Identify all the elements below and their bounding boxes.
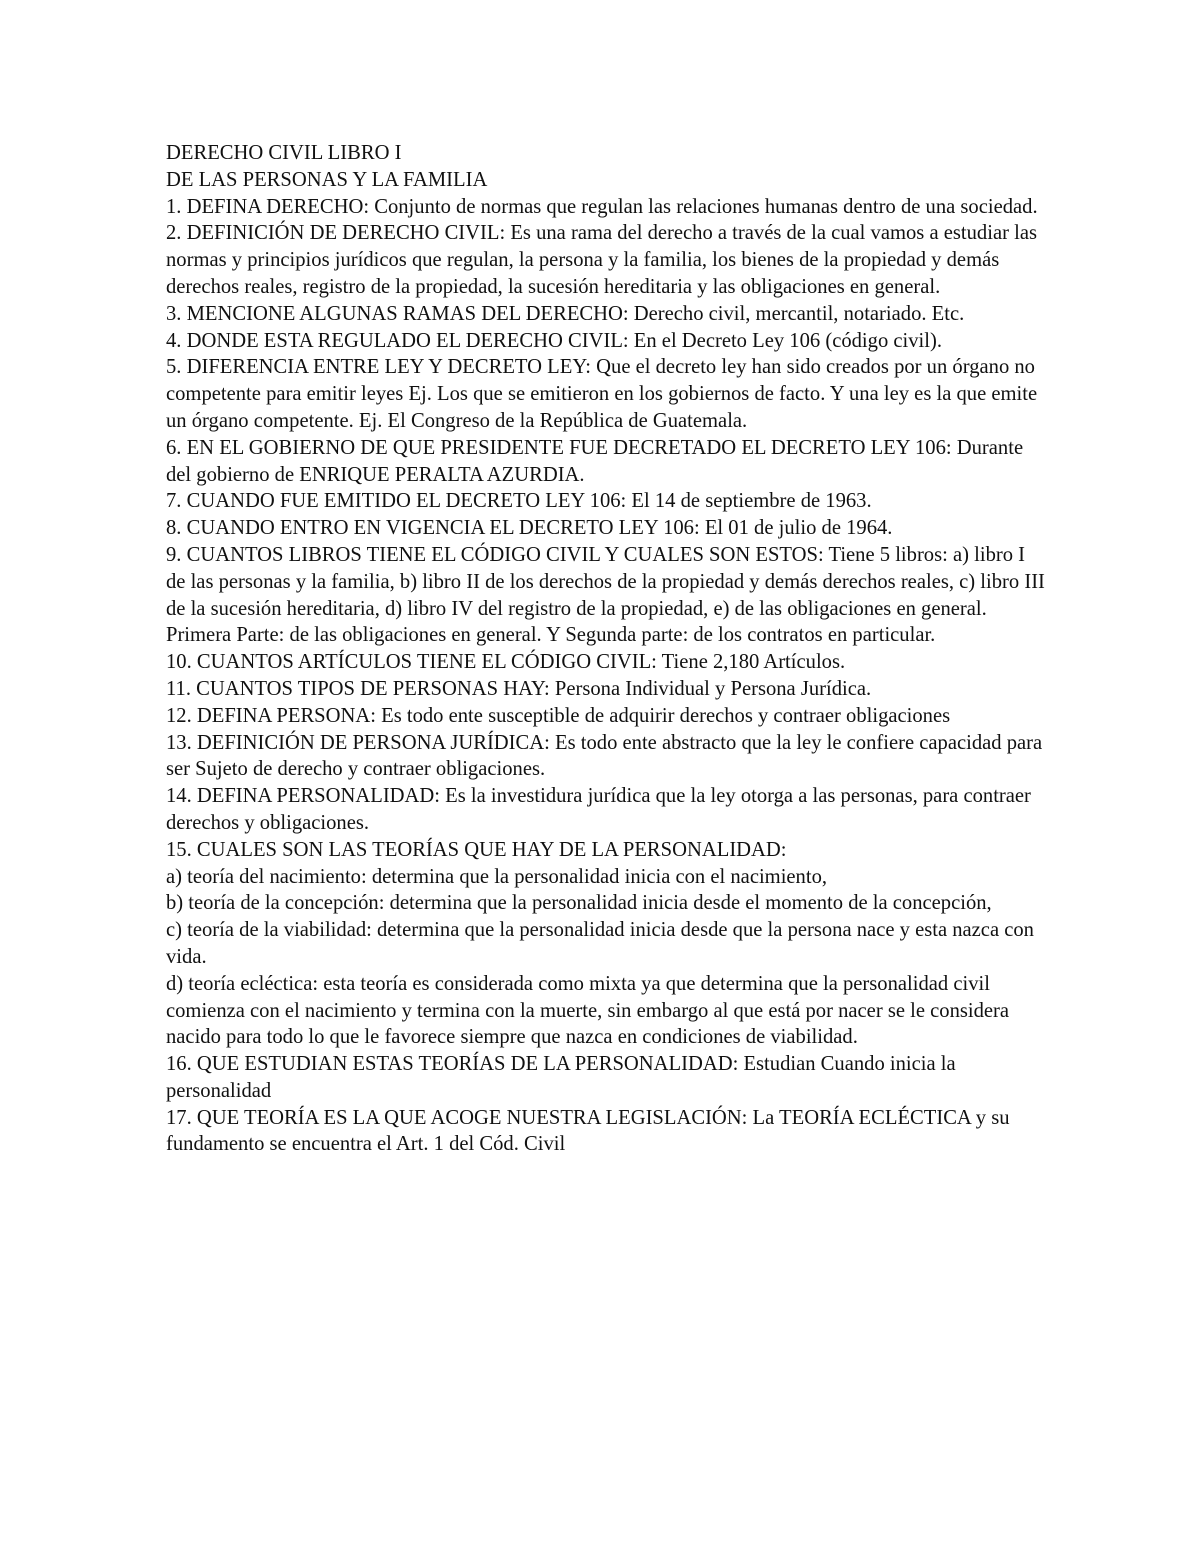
- paragraph-8: 8. CUANDO ENTRO EN VIGENCIA EL DECRETO LEY 106: El 01 de julio de 1964.: [166, 517, 893, 540]
- document-subtitle: DE LAS PERSONAS Y LA FAMILIA: [166, 168, 488, 191]
- paragraph-5: 5. DIFERENCIA ENTRE LEY Y DECRETO LEY: Que el decreto ley han sido creados por un órgano no competente para emitir leyes Ej. Los que se emitieron en los gobiernos de facto. Y una ley es la que emite un órgano competente. Ej. El Congreso de la República de Guatemala.: [166, 356, 1038, 432]
- paragraph-6: 6. EN EL GOBIERNO DE QUE PRESIDENTE FUE DECRETADO EL DECRETO LEY 106: Durante del gobierno de ENRIQUE PERALTA AZURDIA.: [166, 436, 1024, 486]
- document-title: DERECHO CIVIL LIBRO I: [166, 142, 402, 164]
- paragraph-9: 9. CUANTOS LIBROS TIENE EL CÓDIGO CIVIL Y CUALES SON ESTOS: Tiene 5 libros: a) libro I de las personas y la familia, b) libro II de los derechos de la propiedad y demás derechos reales, c) libro III de la sucesión hereditaria, d) libro IV del registro de la propiedad, e) de las obligaciones en general. Primera Parte: de las obligaciones en general. Y Segunda parte: de los contratos en particular.: [166, 543, 1045, 647]
- paragraph-4: 4. DONDE ESTA REGULADO EL DERECHO CIVIL: En el Decreto Ley 106 (código civil).: [166, 329, 942, 352]
- paragraph-7: 7. CUANDO FUE EMITIDO EL DECRETO LEY 106: El 14 de septiembre de 1963.: [166, 490, 872, 513]
- paragraph-1: 1. DEFINA DERECHO: Conjunto de normas que regulan las relaciones humanas dentro de una sociedad.: [166, 195, 1038, 218]
- paragraph-13: 13. DEFINICIÓN DE PERSONA JURÍDICA: Es todo ente abstracto que la ley le confiere capacidad para ser Sujeto de derecho y contraer obligaciones.: [166, 731, 1043, 781]
- theory-b: b) teoría de la concepción: determina que la personalidad inicia desde el momento de la concepción,: [166, 892, 992, 915]
- paragraph-15: 15. CUALES SON LAS TEORÍAS QUE HAY DE LA PERSONALIDAD:: [166, 838, 787, 861]
- paragraph-3: 3. MENCIONE ALGUNAS RAMAS DEL DERECHO: Derecho civil, mercantil, notariado. Etc.: [166, 302, 965, 325]
- theory-c: c) teoría de la viabilidad: determina que la personalidad inicia desde que la persona nace y esta nazca con vida.: [166, 919, 1034, 968]
- paragraph-14: 14. DEFINA PERSONALIDAD: Es la investidura jurídica que la ley otorga a las personas, para contraer derechos y obligaciones.: [166, 785, 1031, 834]
- document-body: [166, 140, 1046, 1158]
- paragraph-11: 11. CUANTOS TIPOS DE PERSONAS HAY: Persona Individual y Persona Jurídica.: [166, 677, 872, 700]
- theory-a: a) teoría del nacimiento: determina que la personalidad inicia con el nacimiento,: [166, 865, 828, 888]
- theory-d: d) teoría ecléctica: esta teoría es considerada como mixta ya que determina que la personalidad civil comienza con el nacimiento y termina con la muerte, sin embargo al que está por nacer se le considera nacido para todo lo que le favorece siempre que nazca en condiciones de viabilidad.: [166, 972, 1010, 1049]
- paragraph-10: 10. CUANTOS ARTÍCULOS TIENE EL CÓDIGO CIVIL: Tiene 2,180 Artículos.: [166, 651, 846, 674]
- paragraph-17: 17. QUE TEORÍA ES LA QUE ACOGE NUESTRA LEGISLACIÓN: La TEORÍA ECLÉCTICA y su fundamento se encuentra el Art. 1 del Cód. Civil: [166, 1106, 1010, 1156]
- paragraph-2: 2. DEFINICIÓN DE DERECHO CIVIL: Es una rama del derecho a través de la cual vamos a estudiar las normas y principios jurídicos que regulan, la persona y la familia, los bienes de la propiedad y demás derechos reales, registro de la propiedad, la sucesión hereditaria y las obligaciones en general.: [166, 222, 1037, 298]
- paragraph-12: 12. DEFINA PERSONA: Es todo ente susceptible de adquirir derechos y contraer obligaciones: [166, 704, 951, 727]
- paragraph-16: 16. QUE ESTUDIAN ESTAS TEORÍAS DE LA PERSONALIDAD: Estudian Cuando inicia la personalidad: [166, 1053, 956, 1102]
